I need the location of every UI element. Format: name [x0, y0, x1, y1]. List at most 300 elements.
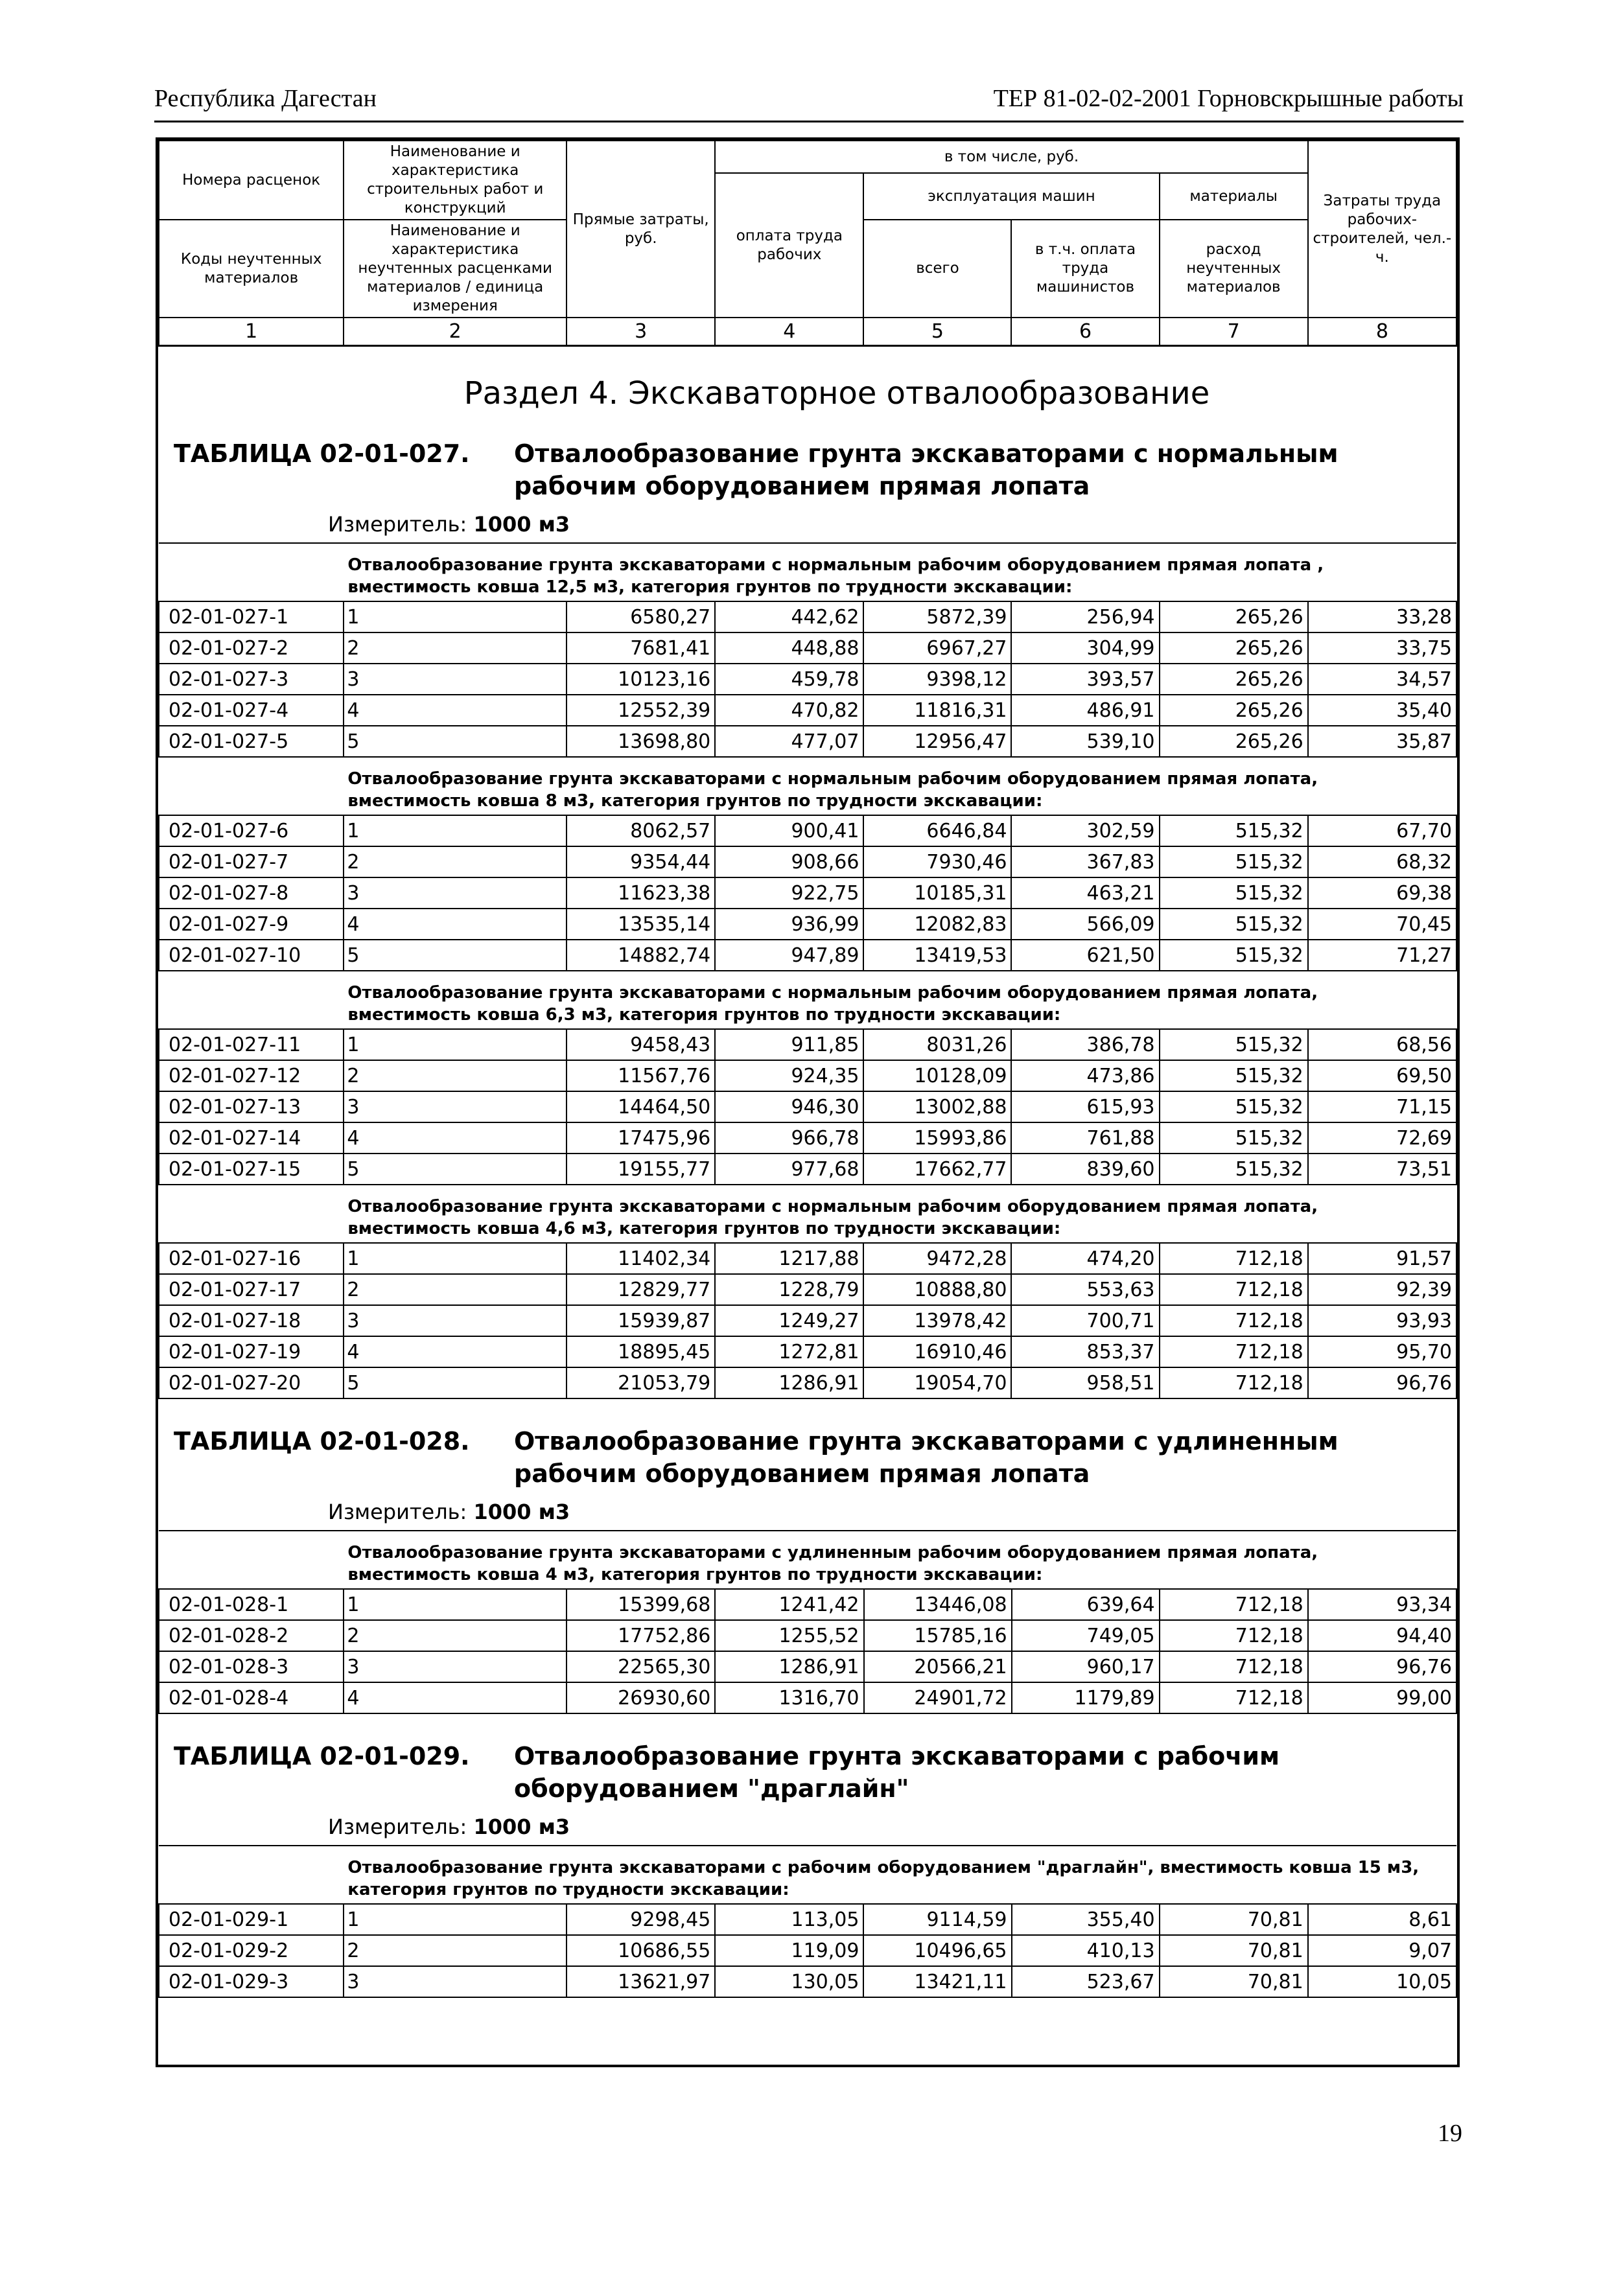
soil-category: 5: [344, 726, 567, 757]
labor-costs: 33,28: [1308, 601, 1456, 632]
machines-total: 13421,11: [863, 1966, 1011, 1997]
labor-costs: 99,00: [1308, 1682, 1456, 1713]
labor-costs: 93,93: [1308, 1305, 1456, 1336]
table-row: [159, 1935, 1456, 1966]
table-title: [158, 1740, 1457, 1805]
operator-wages: 839,60: [1011, 1154, 1159, 1185]
operator-wages: 523,67: [1012, 1966, 1160, 1997]
material-consumption: 712,18: [1160, 1243, 1308, 1274]
subtitle-spacer: [159, 1846, 344, 1904]
rate-code: 02-01-029-1: [159, 1904, 344, 1935]
operator-wages: 566,09: [1011, 909, 1159, 940]
table-row: [159, 664, 1456, 695]
rate-code: 02-01-027-3: [159, 664, 344, 695]
material-consumption: 712,18: [1160, 1620, 1308, 1651]
labor-costs: 91,57: [1308, 1243, 1456, 1274]
rate-code: 02-01-028-4: [159, 1682, 344, 1713]
labor-costs: 68,56: [1308, 1029, 1456, 1060]
header-work-name: Наименование и характеристика строительных работ и конструкций: [344, 141, 567, 220]
labor-costs: 67,70: [1308, 815, 1456, 846]
group-subtitle: Отвалообразование грунта экскаваторами с нормальным рабочим оборудованием прямая лопата, вместимость ковша 6,3 м3, категория грунтов по трудности экскавации:: [344, 971, 1456, 1029]
machines-total: 19054,70: [863, 1367, 1011, 1398]
rate-code: 02-01-027-14: [159, 1122, 344, 1154]
rate-code: 02-01-027-6: [159, 815, 344, 846]
machines-total: 24901,72: [864, 1682, 1012, 1713]
operator-wages: 553,63: [1011, 1274, 1159, 1305]
worker-wages: 1255,52: [715, 1620, 863, 1651]
direct-costs: 9458,43: [567, 1029, 715, 1060]
labor-costs: 33,75: [1308, 632, 1456, 664]
group-subtitle-row: [159, 1185, 1456, 1243]
machines-total: 10888,80: [863, 1274, 1011, 1305]
rate-code: 02-01-027-8: [159, 877, 344, 909]
direct-costs: 18895,45: [567, 1336, 715, 1367]
direct-costs: 11623,38: [567, 877, 715, 909]
measure-unit: [328, 1814, 1457, 1840]
direct-costs: 15399,68: [567, 1589, 715, 1620]
rates-table: [158, 542, 1457, 1399]
worker-wages: 1286,91: [715, 1651, 863, 1682]
machines-total: 12082,83: [863, 909, 1011, 940]
rate-code: 02-01-027-11: [159, 1029, 344, 1060]
measure-unit: [328, 1499, 1457, 1525]
machines-total: 15785,16: [864, 1620, 1012, 1651]
table-name: Отвалообразование грунта экскаваторами с удлиненным рабочим оборудованием прямая лопата: [514, 1427, 1338, 1488]
subtitle-spacer: [159, 543, 344, 601]
material-consumption: 712,18: [1160, 1682, 1308, 1713]
machines-total: 10128,09: [863, 1060, 1011, 1091]
labor-costs: 35,87: [1308, 726, 1456, 757]
group-subtitle: Отвалообразование грунта экскаваторами с нормальным рабочим оборудованием прямая лопата, вместимость ковша 4,6 м3, категория грунтов по трудности экскавации:: [344, 1185, 1456, 1243]
column-number: 2: [344, 318, 567, 346]
operator-wages: 639,64: [1012, 1589, 1160, 1620]
measure-unit: [328, 511, 1457, 537]
table-row: [159, 1966, 1456, 1997]
header-worker-wages: оплата труда рабочих: [715, 173, 863, 318]
machines-total: 13978,42: [863, 1305, 1011, 1336]
group-subtitle: Отвалообразование грунта экскаваторами с рабочим оборудованием "драглайн", вместимость ковша 15 м3, категория грунтов по трудности экскавации:: [344, 1846, 1456, 1904]
table-row: [159, 815, 1456, 846]
machines-total: 20566,21: [864, 1651, 1012, 1682]
running-header-right: ТЕР 81-02-02-2001 Горновскрышные работы: [993, 85, 1464, 112]
material-consumption: 712,18: [1160, 1367, 1308, 1398]
material-consumption: 265,26: [1160, 695, 1308, 726]
direct-costs: 17752,86: [567, 1620, 715, 1651]
worker-wages: 922,75: [715, 877, 863, 909]
material-consumption: 70,81: [1160, 1904, 1308, 1935]
soil-category: 4: [344, 695, 567, 726]
soil-category: 5: [344, 940, 567, 971]
labor-costs: 93,34: [1308, 1589, 1456, 1620]
worker-wages: 947,89: [715, 940, 863, 971]
operator-wages: 621,50: [1011, 940, 1159, 971]
rate-code: 02-01-027-20: [159, 1367, 344, 1398]
table-code: ТАБЛИЦА 02-01-029.: [174, 1742, 470, 1770]
material-consumption: 712,18: [1160, 1274, 1308, 1305]
operator-wages: 393,57: [1011, 664, 1159, 695]
labor-costs: 35,40: [1308, 695, 1456, 726]
soil-category: 2: [344, 1274, 567, 1305]
table-row: [159, 877, 1456, 909]
table-content: [158, 375, 1457, 1998]
direct-costs: 12552,39: [567, 695, 715, 726]
group-subtitle-row: [159, 543, 1456, 601]
labor-costs: 68,32: [1308, 846, 1456, 877]
machines-total: 17662,77: [863, 1154, 1011, 1185]
machines-total: 10496,65: [863, 1935, 1011, 1966]
rate-code: 02-01-027-10: [159, 940, 344, 971]
table-row: [159, 1620, 1456, 1651]
direct-costs: 13698,80: [567, 726, 715, 757]
table-code: ТАБЛИЦА 02-01-028.: [174, 1427, 470, 1455]
soil-category: 2: [344, 1060, 567, 1091]
rate-code: 02-01-027-13: [159, 1091, 344, 1122]
measure-value: 1000 м3: [473, 1815, 570, 1839]
soil-category: 3: [344, 877, 567, 909]
material-consumption: 515,32: [1160, 1091, 1308, 1122]
material-consumption: 70,81: [1160, 1966, 1308, 1997]
measure-value: 1000 м3: [473, 1500, 570, 1524]
group-subtitle-row: [159, 971, 1456, 1029]
rate-code: 02-01-027-9: [159, 909, 344, 940]
measure-value: 1000 м3: [473, 512, 570, 537]
material-consumption: 70,81: [1160, 1935, 1308, 1966]
measure-label: Измеритель:: [328, 512, 467, 537]
table-row: [159, 1091, 1456, 1122]
soil-category: 3: [344, 1651, 567, 1682]
direct-costs: 13535,14: [567, 909, 715, 940]
labor-costs: 96,76: [1308, 1651, 1456, 1682]
material-consumption: 712,18: [1160, 1336, 1308, 1367]
group-subtitle-row: [159, 757, 1456, 815]
header-material-consumption: расход неучтенных материалов: [1160, 220, 1308, 318]
header-operator-wages: в т.ч. оплата труда машинистов: [1011, 220, 1159, 318]
rate-code: 02-01-028-3: [159, 1651, 344, 1682]
measure-label: Измеритель:: [328, 1500, 467, 1524]
material-consumption: 712,18: [1160, 1651, 1308, 1682]
header-rate-numbers: Номера расценок: [159, 141, 344, 220]
material-consumption: 712,18: [1160, 1589, 1308, 1620]
subtitle-spacer: [159, 971, 344, 1029]
direct-costs: 8062,57: [567, 815, 715, 846]
soil-category: 2: [344, 632, 567, 664]
table-title: [158, 1425, 1457, 1490]
direct-costs: 11567,76: [567, 1060, 715, 1091]
header-rule: [154, 121, 1464, 122]
table-row: [159, 1274, 1456, 1305]
worker-wages: 946,30: [715, 1091, 863, 1122]
operator-wages: 1179,89: [1012, 1682, 1160, 1713]
worker-wages: 1286,91: [715, 1367, 863, 1398]
material-consumption: 265,26: [1160, 601, 1308, 632]
material-consumption: 515,32: [1160, 1060, 1308, 1091]
machines-total: 16910,46: [863, 1336, 1011, 1367]
operator-wages: 474,20: [1011, 1243, 1159, 1274]
soil-category: 4: [344, 1336, 567, 1367]
operator-wages: 304,99: [1011, 632, 1159, 664]
direct-costs: 14464,50: [567, 1091, 715, 1122]
direct-costs: 11402,34: [567, 1243, 715, 1274]
worker-wages: 448,88: [715, 632, 863, 664]
material-consumption: 515,32: [1160, 815, 1308, 846]
labor-costs: 92,39: [1308, 1274, 1456, 1305]
operator-wages: 486,91: [1011, 695, 1159, 726]
running-header-left: Республика Дагестан: [154, 85, 377, 112]
soil-category: 5: [344, 1367, 567, 1398]
soil-category: 5: [344, 1154, 567, 1185]
labor-costs: 69,50: [1308, 1060, 1456, 1091]
machines-total: 7930,46: [863, 846, 1011, 877]
worker-wages: 936,99: [715, 909, 863, 940]
labor-costs: 96,76: [1308, 1367, 1456, 1398]
rate-code: 02-01-027-15: [159, 1154, 344, 1185]
soil-category: 1: [344, 1904, 567, 1935]
worker-wages: 442,62: [715, 601, 863, 632]
labor-costs: 34,57: [1308, 664, 1456, 695]
operator-wages: 463,21: [1011, 877, 1159, 909]
subtitle-spacer: [159, 1185, 344, 1243]
soil-category: 3: [344, 1305, 567, 1336]
operator-wages: 749,05: [1012, 1620, 1160, 1651]
table-row: [159, 1589, 1456, 1620]
direct-costs: 22565,30: [567, 1651, 715, 1682]
table-name: Отвалообразование грунта экскаваторами с нормальным рабочим оборудованием прямая лопата: [514, 439, 1338, 500]
direct-costs: 21053,79: [567, 1367, 715, 1398]
price-table-sheet: [156, 137, 1460, 2067]
header-machines-total: всего: [863, 220, 1011, 318]
table-row: [159, 1336, 1456, 1367]
material-consumption: 265,26: [1160, 664, 1308, 695]
material-consumption: 265,26: [1160, 632, 1308, 664]
material-consumption: 515,32: [1160, 940, 1308, 971]
direct-costs: 26930,60: [567, 1682, 715, 1713]
soil-category: 2: [344, 1620, 567, 1651]
column-number: 3: [567, 318, 715, 346]
table-row: [159, 726, 1456, 757]
rate-code: 02-01-027-2: [159, 632, 344, 664]
worker-wages: 113,05: [715, 1904, 863, 1935]
machines-total: 6967,27: [863, 632, 1011, 664]
operator-wages: 539,10: [1011, 726, 1159, 757]
machines-total: 15993,86: [863, 1122, 1011, 1154]
direct-costs: 6580,27: [567, 601, 715, 632]
column-number: 5: [863, 318, 1011, 346]
group-subtitle-row: [159, 1846, 1456, 1904]
direct-costs: 10123,16: [567, 664, 715, 695]
rate-code: 02-01-027-4: [159, 695, 344, 726]
rate-code: 02-01-027-1: [159, 601, 344, 632]
column-header-table: [158, 140, 1457, 347]
table-row: [159, 940, 1456, 971]
table-row: [159, 1682, 1456, 1713]
operator-wages: 256,94: [1011, 601, 1159, 632]
worker-wages: 1228,79: [715, 1274, 863, 1305]
direct-costs: 15939,87: [567, 1305, 715, 1336]
group-subtitle: Отвалообразование грунта экскаваторами с нормальным рабочим оборудованием прямая лопата , вместимость ковша 12,5 м3, категория грунтов по трудности экскавации:: [344, 543, 1456, 601]
soil-category: 4: [344, 1682, 567, 1713]
direct-costs: 10686,55: [567, 1935, 715, 1966]
labor-costs: 73,51: [1308, 1154, 1456, 1185]
table-row: [159, 1060, 1456, 1091]
column-number: 6: [1011, 318, 1159, 346]
soil-category: 4: [344, 909, 567, 940]
operator-wages: 615,93: [1011, 1091, 1159, 1122]
rate-code: 02-01-027-18: [159, 1305, 344, 1336]
material-consumption: 515,32: [1160, 877, 1308, 909]
labor-costs: 71,27: [1308, 940, 1456, 971]
header-machine-operation: эксплуатация машин: [863, 173, 1159, 220]
operator-wages: 960,17: [1012, 1651, 1160, 1682]
worker-wages: 908,66: [715, 846, 863, 877]
header-direct-costs: Прямые затраты, руб.: [567, 141, 715, 318]
table-name: Отвалообразование грунта экскаваторами с рабочим оборудованием "драглайн": [514, 1742, 1280, 1803]
group-subtitle: Отвалообразование грунта экскаваторами с нормальным рабочим оборудованием прямая лопата, вместимость ковша 8 м3, категория грунтов по трудности экскавации:: [344, 757, 1456, 815]
direct-costs: 9354,44: [567, 846, 715, 877]
labor-costs: 10,05: [1308, 1966, 1456, 1997]
table-row: [159, 1904, 1456, 1935]
table-row: [159, 1029, 1456, 1060]
table-row: [159, 1651, 1456, 1682]
section-title: Раздел 4. Экскаваторное отвалообразование: [463, 375, 1210, 412]
labor-costs: 9,07: [1308, 1935, 1456, 1966]
column-number-row: [159, 318, 1456, 346]
worker-wages: 977,68: [715, 1154, 863, 1185]
worker-wages: 900,41: [715, 815, 863, 846]
subtitle-spacer: [159, 757, 344, 815]
operator-wages: 761,88: [1011, 1122, 1159, 1154]
header-material-name: Наименование и характеристика неучтенных расценками материалов / единица измерения: [344, 220, 567, 318]
direct-costs: 13621,97: [567, 1966, 715, 1997]
labor-costs: 95,70: [1308, 1336, 1456, 1367]
soil-category: 3: [344, 1966, 567, 1997]
table-row: [159, 695, 1456, 726]
operator-wages: 386,78: [1011, 1029, 1159, 1060]
soil-category: 1: [344, 1589, 567, 1620]
material-consumption: 515,32: [1160, 1154, 1308, 1185]
table-row: [159, 909, 1456, 940]
material-consumption: 265,26: [1160, 726, 1308, 757]
soil-category: 1: [344, 601, 567, 632]
table-row: [159, 1154, 1456, 1185]
soil-category: 2: [344, 1935, 567, 1966]
machines-total: 9472,28: [863, 1243, 1011, 1274]
worker-wages: 1272,81: [715, 1336, 863, 1367]
rate-code: 02-01-028-1: [159, 1589, 344, 1620]
operator-wages: 853,37: [1011, 1336, 1159, 1367]
rate-code: 02-01-027-7: [159, 846, 344, 877]
material-consumption: 515,32: [1160, 846, 1308, 877]
subtitle-spacer: [159, 1531, 344, 1589]
group-subtitle-row: [159, 1531, 1456, 1589]
table-row: [159, 1243, 1456, 1274]
direct-costs: 14882,74: [567, 940, 715, 971]
column-number: 1: [159, 318, 344, 346]
direct-costs: 19155,77: [567, 1154, 715, 1185]
rate-code: 02-01-027-19: [159, 1336, 344, 1367]
labor-costs: 72,69: [1308, 1122, 1456, 1154]
labor-costs: 69,38: [1308, 877, 1456, 909]
operator-wages: 367,83: [1011, 846, 1159, 877]
material-consumption: 515,32: [1160, 1029, 1308, 1060]
column-number: 8: [1308, 318, 1456, 346]
labor-costs: 94,40: [1308, 1620, 1456, 1651]
worker-wages: 1249,27: [715, 1305, 863, 1336]
direct-costs: 17475,96: [567, 1122, 715, 1154]
worker-wages: 470,82: [715, 695, 863, 726]
operator-wages: 302,59: [1011, 815, 1159, 846]
group-subtitle: Отвалообразование грунта экскаваторами с удлиненным рабочим оборудованием прямая лопата, вместимость ковша 4 м3, категория грунтов по трудности экскавации:: [344, 1531, 1456, 1589]
machines-total: 12956,47: [863, 726, 1011, 757]
soil-category: 4: [344, 1122, 567, 1154]
labor-costs: 70,45: [1308, 909, 1456, 940]
rate-code: 02-01-029-3: [159, 1966, 344, 1997]
direct-costs: 7681,41: [567, 632, 715, 664]
table-row: [159, 1305, 1456, 1336]
worker-wages: 1217,88: [715, 1243, 863, 1274]
machines-total: 6646,84: [863, 815, 1011, 846]
page-number: 19: [1438, 2120, 1462, 2147]
rate-code: 02-01-029-2: [159, 1935, 344, 1966]
column-number: 4: [715, 318, 863, 346]
table-title: [158, 437, 1457, 502]
machines-total: 13419,53: [863, 940, 1011, 971]
direct-costs: 9298,45: [567, 1904, 715, 1935]
operator-wages: 410,13: [1012, 1935, 1160, 1966]
operator-wages: 355,40: [1012, 1904, 1160, 1935]
rate-code: 02-01-027-16: [159, 1243, 344, 1274]
worker-wages: 911,85: [715, 1029, 863, 1060]
soil-category: 3: [344, 1091, 567, 1122]
soil-category: 1: [344, 1243, 567, 1274]
table-code: ТАБЛИЦА 02-01-027.: [174, 439, 470, 468]
soil-category: 1: [344, 815, 567, 846]
table-row: [159, 632, 1456, 664]
material-consumption: 515,32: [1160, 909, 1308, 940]
worker-wages: 924,35: [715, 1060, 863, 1091]
operator-wages: 700,71: [1011, 1305, 1159, 1336]
worker-wages: 459,78: [715, 664, 863, 695]
rates-table: [158, 1530, 1457, 1714]
soil-category: 2: [344, 846, 567, 877]
labor-costs: 71,15: [1308, 1091, 1456, 1122]
soil-category: 3: [344, 664, 567, 695]
worker-wages: 477,07: [715, 726, 863, 757]
column-number: 7: [1160, 318, 1308, 346]
table-row: [159, 1122, 1456, 1154]
labor-costs: 8,61: [1308, 1904, 1456, 1935]
header-labor-costs: Затраты труда рабочих-строителей, чел.-ч.: [1308, 141, 1456, 318]
table-row: [159, 1367, 1456, 1398]
machines-total: 13002,88: [863, 1091, 1011, 1122]
worker-wages: 966,78: [715, 1122, 863, 1154]
worker-wages: 119,09: [715, 1935, 863, 1966]
material-consumption: 515,32: [1160, 1122, 1308, 1154]
machines-total: 10185,31: [863, 877, 1011, 909]
rate-code: 02-01-027-5: [159, 726, 344, 757]
material-consumption: 712,18: [1160, 1305, 1308, 1336]
table-row: [159, 601, 1456, 632]
header-materials: материалы: [1160, 173, 1308, 220]
operator-wages: 473,86: [1011, 1060, 1159, 1091]
machines-total: 8031,26: [863, 1029, 1011, 1060]
machines-total: 9114,59: [863, 1904, 1011, 1935]
soil-category: 1: [344, 1029, 567, 1060]
table-row: [159, 846, 1456, 877]
worker-wages: 1241,42: [715, 1589, 863, 1620]
machines-total: 11816,31: [863, 695, 1011, 726]
rate-code: 02-01-027-17: [159, 1274, 344, 1305]
measure-label: Измеритель:: [328, 1815, 467, 1839]
